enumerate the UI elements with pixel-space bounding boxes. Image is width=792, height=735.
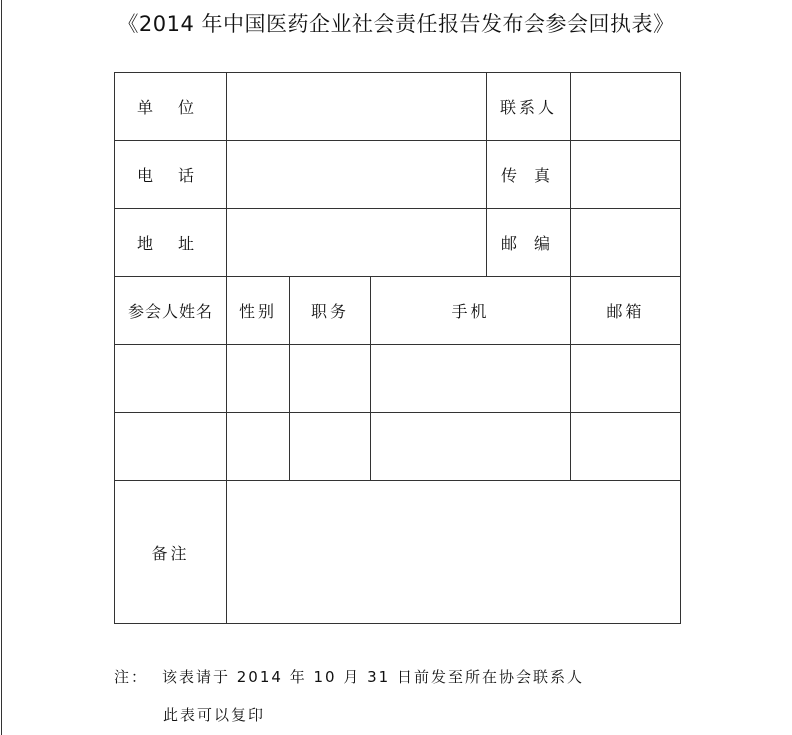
postcode-field[interactable]	[571, 209, 681, 277]
postcode-label: 邮 编	[487, 209, 571, 277]
note-line-1: 该表请于 2014 年 10 月 31 日前发至所在协会联系人	[162, 668, 584, 686]
attendee-row	[115, 345, 681, 413]
phone-label: 电 话	[115, 141, 227, 209]
address-field[interactable]	[227, 209, 487, 277]
contact-field[interactable]	[571, 73, 681, 141]
header-email: 邮箱	[571, 277, 681, 345]
attendee-position-field[interactable]	[290, 413, 371, 481]
contact-label: 联系人	[487, 73, 571, 141]
attendee-position-field[interactable]	[290, 345, 371, 413]
attendee-mobile-field[interactable]	[371, 345, 571, 413]
attendee-mobile-field[interactable]	[371, 413, 571, 481]
unit-field[interactable]	[227, 73, 487, 141]
remarks-row	[115, 481, 681, 624]
fax-label: 传 真	[487, 141, 571, 209]
form-title: 《2014 年中国医药企业社会责任报告发布会参会回执表》	[117, 12, 675, 36]
remarks-label: 备注	[115, 481, 227, 624]
row-unit	[115, 73, 681, 141]
attendee-gender-field[interactable]	[227, 345, 290, 413]
footer-note	[114, 666, 584, 687]
row-phone	[115, 141, 681, 209]
attendee-row	[115, 413, 681, 481]
note-line-2: 此表可以复印	[163, 706, 266, 724]
header-gender: 性别	[227, 277, 290, 345]
attendee-name-field[interactable]	[115, 413, 227, 481]
page-left-border	[1, 0, 2, 735]
attendee-header-row	[115, 277, 681, 345]
attendee-email-field[interactable]	[571, 345, 681, 413]
remarks-field[interactable]	[227, 481, 681, 624]
header-attendee-name: 参会人姓名	[115, 277, 227, 345]
note-prefix: 注：	[114, 668, 149, 686]
registration-form-table	[114, 72, 681, 624]
attendee-name-field[interactable]	[115, 345, 227, 413]
row-address	[115, 209, 681, 277]
fax-field[interactable]	[571, 141, 681, 209]
attendee-email-field[interactable]	[571, 413, 681, 481]
phone-field[interactable]	[227, 141, 487, 209]
header-mobile: 手机	[371, 277, 571, 345]
address-label: 地 址	[115, 209, 227, 277]
unit-label: 单 位	[115, 73, 227, 141]
attendee-gender-field[interactable]	[227, 413, 290, 481]
header-position: 职务	[290, 277, 371, 345]
